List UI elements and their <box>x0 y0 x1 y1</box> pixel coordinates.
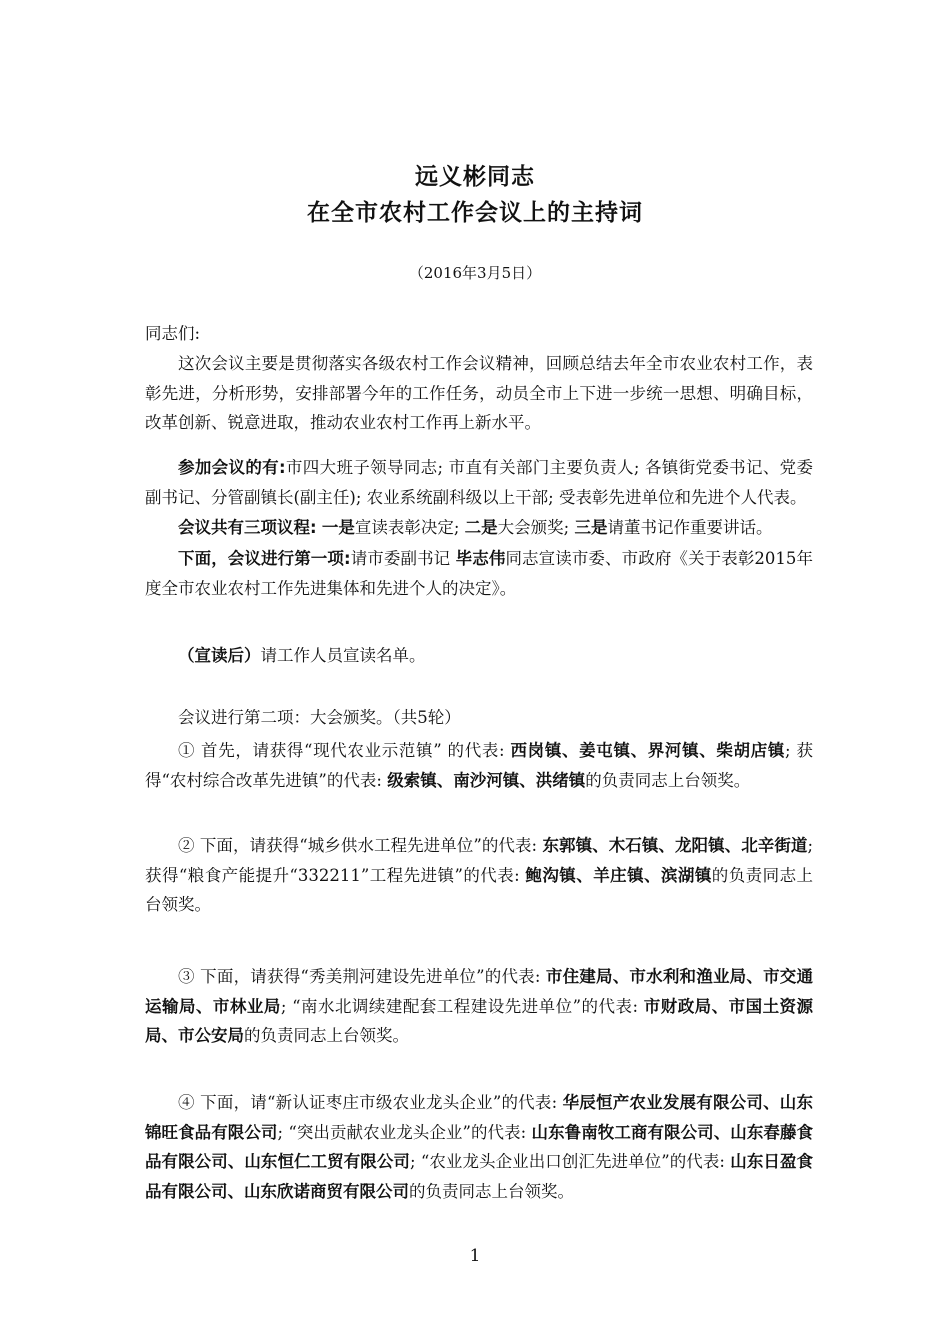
agenda-item3-text: 请董书记作重要讲话。 <box>607 518 773 537</box>
paragraph-after-reading <box>145 641 813 671</box>
paragraph-attendees <box>145 453 813 512</box>
after-reading-text: 请工作人员宣读名单。 <box>260 646 426 665</box>
agenda-item2-text: 大会颁奖; <box>497 518 570 537</box>
round1-text3: 的负责同志上台领奖。 <box>585 770 751 790</box>
paragraph-item-two: 会议进行第二项：大会颁奖。（共5轮） <box>178 708 461 727</box>
round4-text2: ; “突出贡献农业龙头企业”的代表: <box>277 1122 527 1142</box>
document-date: （2016年3月5日） <box>408 264 542 282</box>
document-title-line2: 在全市农村工作会议上的主持词 <box>307 200 643 226</box>
paragraph-item-one <box>145 544 813 603</box>
agenda-item1-text: 宣读表彰决定; <box>354 518 460 537</box>
round2-winners1: 东郭镇、木石镇、龙阳镇、北辛街道 <box>542 836 808 855</box>
round2-text1: ② 下面，请获得“城乡供水工程先进单位”的代表: <box>178 836 538 855</box>
round1-text1: ① 首先，请获得“现代农业示范镇” 的代表: <box>178 741 505 760</box>
document-title-line1: 远义彬同志 <box>415 164 535 190</box>
round3-text2: ; “南水北调续建配套工程建设先进单位”的代表: <box>280 996 639 1016</box>
round4-text1: ④ 下面，请“新认证枣庄市级农业龙头企业”的代表: <box>178 1093 558 1112</box>
round2-text3: 的负责同志上台领奖。 <box>145 865 814 914</box>
round3-winners1: 市住建局、市水利和渔业局、市交通运输局、市林业局 <box>145 967 813 1016</box>
item-one-name: 毕志伟 <box>455 549 506 568</box>
round1-text2: ; 获得“农村综合改革先进镇”的代表: <box>145 741 814 790</box>
round4-text4: 的负责同志上台领奖。 <box>409 1181 574 1201</box>
paragraph-intro: 这次会议主要是贯彻落实各级农村工作会议精神，回顾总结去年全市农业农村工作，表彰先进，分析形势，安排部署今年的工作任务，动员全市上下进一步统一思想、明确目标，改革创新、锐意进取，推动农业农村工作再上新水平。 <box>145 354 813 432</box>
item-one-label: 下面，会议进行第一项: <box>178 549 351 568</box>
round3-text3: 的负责同志上台领奖。 <box>244 1026 409 1045</box>
attendees-text: 市四大班子领导同志; 市直有关部门主要负责人; 各镇街党委书记、党委副书记、分管副镇长(副主任); 农业系统副科级以上干部; 受表彰先进单位和先进个人代表。 <box>145 458 813 507</box>
agenda-item2-key: 二是 <box>464 518 498 537</box>
round3-winners2: 市财政局、市国土资源局、市公安局 <box>145 996 814 1045</box>
after-reading-label: （宣读后） <box>178 646 261 665</box>
round2-winners2: 鲍沟镇、羊庄镇、滨湖镇 <box>525 865 712 885</box>
salutation: 同志们: <box>145 324 201 343</box>
round1-winners2: 级索镇、南沙河镇、洪绪镇 <box>387 770 586 790</box>
agenda-label: 会议共有三项议程: <box>178 518 317 537</box>
award-round-4 <box>145 1088 813 1206</box>
attendees-label: 参加会议的有: <box>178 458 286 477</box>
item-one-text2: 同志宣读市委、市政府《关于表彰2015年度全市农业农村工作先进集体和先进个人的决定》。 <box>145 549 814 598</box>
round4-text3: ; “农业龙头企业出口创汇先进单位”的代表: <box>409 1152 725 1171</box>
item-one-text1: 请市委副书记 <box>350 549 451 568</box>
award-round-3 <box>145 962 813 1051</box>
round2-text2: ; 获得“粮食产能提升“332211”工程先进镇”的代表: <box>145 836 813 885</box>
round4-winners3: 山东日盈食品有限公司、山东欣诺商贸有限公司 <box>145 1152 814 1201</box>
round4-winners2: 山东鲁南牧工商有限公司、山东春藤食品有限公司、山东恒仁工贸有限公司 <box>145 1122 814 1171</box>
round3-text1: ③ 下面，请获得“秀美荆河建设先进单位”的代表: <box>178 967 541 986</box>
round4-winners1: 华辰恒产农业发展有限公司、山东锦旺食品有限公司 <box>145 1093 813 1142</box>
round1-winners1: 西岗镇、姜屯镇、界河镇、柴胡店镇 <box>510 741 786 760</box>
paragraph-agenda <box>145 513 813 543</box>
award-round-1 <box>145 736 813 795</box>
agenda-item1-key: 一是 <box>321 518 355 537</box>
award-round-2 <box>145 831 813 920</box>
agenda-item3-key: 三是 <box>574 518 608 537</box>
page-number: 1 <box>469 1246 481 1266</box>
